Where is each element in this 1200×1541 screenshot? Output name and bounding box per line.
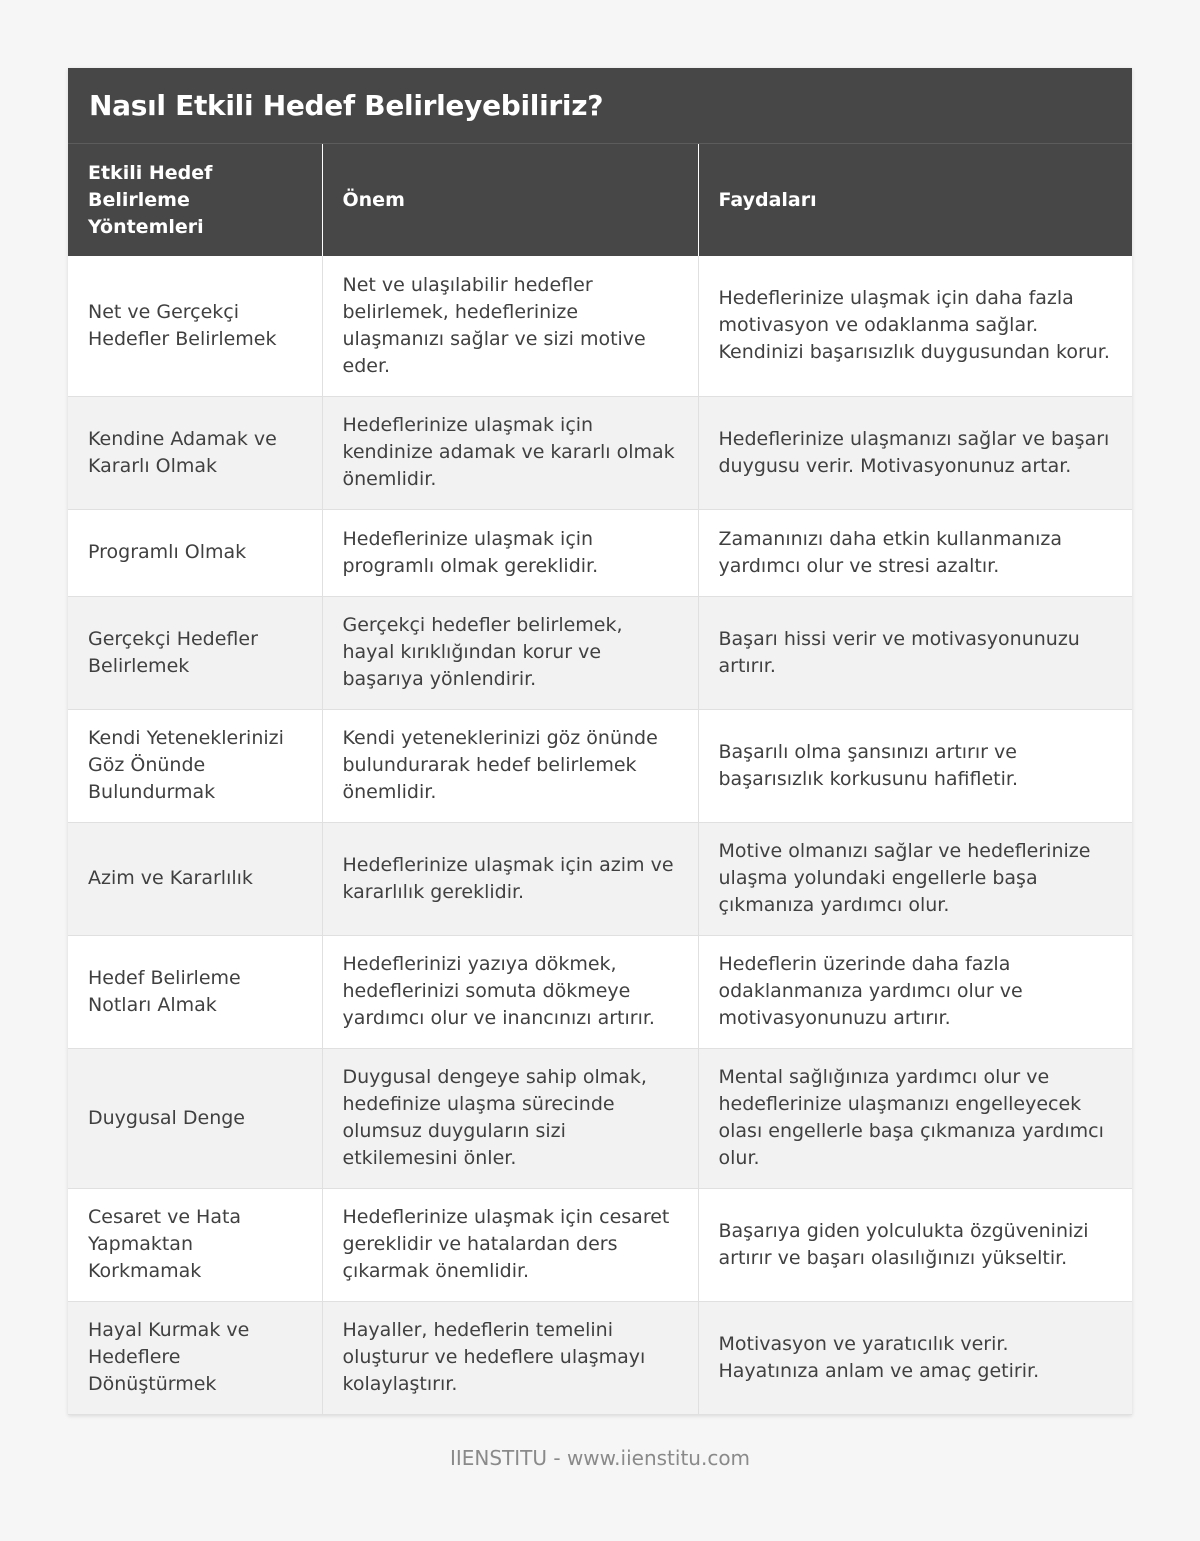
cell-benefits: Hedeflerin üzerinde daha fazla odaklanmanıza yardımcı olur ve motivasyonunuzu artırır.	[698, 935, 1132, 1048]
cell-importance: Hedeflerinize ulaşmak için cesaret gereklidir ve hatalardan ders çıkarmak önemlidir.	[322, 1188, 698, 1301]
cell-importance: Hayaller, hedeflerin temelini oluşturur ve hedeflere ulaşmayı kolaylaştırır.	[322, 1301, 698, 1414]
table-row	[68, 935, 1132, 1048]
footer-credit: IIENSTITU - www.iienstitu.com	[449, 1446, 751, 1470]
table-row	[68, 822, 1132, 935]
cell-method: Cesaret ve Hata Yapmaktan Korkmamak	[68, 1188, 322, 1301]
cell-method: Kendine Adamak ve Kararlı Olmak	[68, 396, 322, 509]
header-benefits: Faydaları	[698, 144, 1132, 256]
table-header	[68, 144, 1132, 256]
goal-methods-table	[68, 144, 1132, 1415]
cell-method: Duygusal Denge	[68, 1048, 322, 1188]
cell-benefits: Hedeflerinize ulaşmak için daha fazla motivasyon ve odaklanma sağlar. Kendinizi başarısızlık duygusundan korur.	[698, 256, 1132, 396]
table-row	[68, 1301, 1132, 1414]
table-row	[68, 1188, 1132, 1301]
table-row	[68, 596, 1132, 709]
table-row	[68, 396, 1132, 509]
title-bar	[68, 68, 1132, 144]
cell-benefits: Motive olmanızı sağlar ve hedeflerinize ulaşma yolundaki engellerle başa çıkmanıza yardımcı olur.	[698, 822, 1132, 935]
cell-benefits: Başarı hissi verir ve motivasyonunuzu artırır.	[698, 596, 1132, 709]
table-row	[68, 509, 1132, 596]
cell-importance: Kendi yeteneklerinizi göz önünde bulundurarak hedef belirlemek önemlidir.	[322, 709, 698, 822]
cell-method: Kendi Yeteneklerinizi Göz Önünde Bulundurmak	[68, 709, 322, 822]
cell-importance: Hedeflerinize ulaşmak için kendinize adamak ve kararlı olmak önemlidir.	[322, 396, 698, 509]
table-body	[68, 256, 1132, 1414]
table-row	[68, 709, 1132, 822]
cell-benefits: Mental sağlığınıza yardımcı olur ve hedeflerinize ulaşmanızı engelleyecek olası engellerle başa çıkmanıza yardımcı olur.	[698, 1048, 1132, 1188]
cell-importance: Hedeflerinize ulaşmak için azim ve kararlılık gereklidir.	[322, 822, 698, 935]
cell-importance: Hedeflerinize ulaşmak için programlı olmak gereklidir.	[322, 509, 698, 596]
cell-benefits: Başarılı olma şansınızı artırır ve başarısızlık korkusunu hafifletir.	[698, 709, 1132, 822]
header-methods: Etkili Hedef Belirleme Yöntemleri	[68, 144, 322, 256]
cell-method: Hayal Kurmak ve Hedeflere Dönüştürmek	[68, 1301, 322, 1414]
content-card	[68, 68, 1132, 1415]
cell-benefits: Başarıya giden yolculukta özgüveninizi artırır ve başarı olasılığınızı yükseltir.	[698, 1188, 1132, 1301]
cell-method: Net ve Gerçekçi Hedefler Belirlemek	[68, 256, 322, 396]
cell-benefits: Motivasyon ve yaratıcılık verir. Hayatınıza anlam ve amaç getirir.	[698, 1301, 1132, 1414]
cell-importance: Duygusal dengeye sahip olmak, hedefinize ulaşma sürecinde olumsuz duyguların sizi etkilemesini önler.	[322, 1048, 698, 1188]
cell-benefits: Hedeflerinize ulaşmanızı sağlar ve başarı duygusu verir. Motivasyonunuz artar.	[698, 396, 1132, 509]
cell-method: Programlı Olmak	[68, 509, 322, 596]
cell-importance: Hedeflerinizi yazıya dökmek, hedeflerinizi somuta dökmeye yardımcı olur ve inancınızı artırır.	[322, 935, 698, 1048]
table-row	[68, 1048, 1132, 1188]
table-row	[68, 256, 1132, 396]
cell-method: Gerçekçi Hedefler Belirlemek	[68, 596, 322, 709]
page-title: Nasıl Etkili Hedef Belirleyebiliriz?	[89, 89, 604, 122]
header-importance: Önem	[322, 144, 698, 256]
cell-method: Hedef Belirleme Notları Almak	[68, 935, 322, 1048]
header-row	[68, 144, 1132, 256]
cell-benefits: Zamanınızı daha etkin kullanmanıza yardımcı olur ve stresi azaltır.	[698, 509, 1132, 596]
cell-method: Azim ve Kararlılık	[68, 822, 322, 935]
cell-importance: Net ve ulaşılabilir hedefler belirlemek, hedeflerinize ulaşmanızı sağlar ve sizi motive eder.	[322, 256, 698, 396]
cell-importance: Gerçekçi hedefler belirlemek, hayal kırıklığından korur ve başarıya yönlendirir.	[322, 596, 698, 709]
